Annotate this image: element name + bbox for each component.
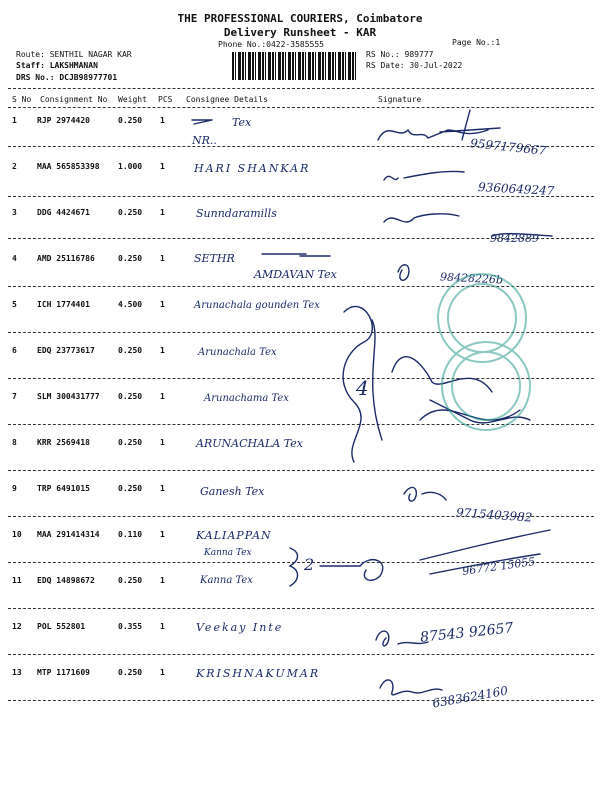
runsheet-title: Delivery Runsheet - KAR bbox=[223, 26, 377, 39]
row-7-pcs: 1 bbox=[160, 392, 165, 401]
row-4-pcs: 1 bbox=[160, 254, 165, 263]
row-7-consignment: SLM 300431777 bbox=[37, 392, 100, 401]
col-consignment: Consignment No bbox=[40, 95, 108, 104]
row-5-consignment: ICH 1774401 bbox=[37, 300, 90, 309]
row-2-consignment: MAA 565853398 bbox=[37, 162, 100, 171]
row-4-signature-phone: 98428226b bbox=[439, 270, 504, 287]
signature-4 bbox=[398, 265, 409, 281]
row-7-sno: 7 bbox=[12, 392, 17, 401]
row-1-sno: 1 bbox=[12, 116, 17, 125]
row-11-signature-phone: 96772 15055 bbox=[461, 554, 537, 579]
row-8-consignee: ARUNACHALA Tex bbox=[196, 437, 303, 450]
row-3-weight: 0.250 bbox=[118, 208, 143, 217]
col-signature: Signature bbox=[378, 95, 422, 104]
row-13-signature-phone: 6383624160 bbox=[431, 683, 509, 711]
row-3-signature-phone: 9842889 bbox=[490, 232, 539, 245]
row-10-consignee-line2: Kanna Tex bbox=[204, 548, 252, 558]
row-13-consignment: MTP 1171609 bbox=[37, 668, 90, 677]
row-8-consignment: KRR 2569418 bbox=[37, 438, 90, 447]
row-4-weight: 0.250 bbox=[118, 254, 143, 263]
rs-number: RS No.: 989777 bbox=[366, 50, 434, 59]
row-10-sno: 10 bbox=[12, 530, 22, 539]
row-11-sno: 11 bbox=[12, 576, 22, 585]
row-9-consignment: TRP 6491015 bbox=[37, 484, 90, 493]
row-13-sno: 13 bbox=[12, 668, 22, 677]
row-6-weight: 0.250 bbox=[118, 346, 143, 355]
row-3-consignment: DDG 4424671 bbox=[37, 208, 90, 217]
row-6-sno: 6 bbox=[12, 346, 17, 355]
row-5-pcs: 1 bbox=[160, 300, 165, 309]
row-9-signature-phone: 9715403982 bbox=[455, 505, 533, 525]
signature-10 bbox=[320, 560, 383, 581]
row-4-consignee: SETHR bbox=[194, 252, 235, 265]
row-13-weight: 0.250 bbox=[118, 668, 143, 677]
drs-number: DRS No.: DCJB98977701 bbox=[16, 73, 118, 82]
col-consignee: Consignee Details bbox=[186, 95, 268, 104]
row-12-weight: 0.355 bbox=[118, 622, 143, 631]
col-sno: S No bbox=[12, 95, 32, 104]
row-7-consignee: Arunachama Tex bbox=[204, 393, 289, 404]
row-1-weight: 0.250 bbox=[118, 116, 143, 125]
row-2-sno: 2 bbox=[12, 162, 17, 171]
col-pcs: PCS bbox=[158, 95, 173, 104]
row-10-consignee: KALIAPPAN bbox=[196, 529, 272, 542]
row-2-pcs: 1 bbox=[160, 162, 165, 171]
row-8-weight: 0.250 bbox=[118, 438, 143, 447]
bracket-note-4: 4 bbox=[356, 376, 369, 400]
signature-12 bbox=[376, 631, 428, 646]
row-12-pcs: 1 bbox=[160, 622, 165, 631]
row-5-weight: 4.500 bbox=[118, 300, 143, 309]
phone-number: Phone No.:0422-3585555 bbox=[218, 40, 324, 49]
company-title: THE PROFESSIONAL COURIERS, Coimbatore bbox=[177, 12, 423, 25]
row-6-consignee: Arunachala Tex bbox=[198, 347, 277, 358]
row-9-weight: 0.250 bbox=[118, 484, 143, 493]
signature-3 bbox=[384, 214, 552, 236]
signature-6 bbox=[392, 357, 520, 420]
signature-1 bbox=[378, 110, 500, 140]
row-4-consignment: AMD 25116786 bbox=[37, 254, 95, 263]
stamp-circle bbox=[442, 342, 530, 430]
row-12-consignee: Veekay Inte bbox=[196, 621, 284, 634]
col-weight: Weight bbox=[118, 95, 147, 104]
row-3-pcs: 1 bbox=[160, 208, 165, 217]
row-7-weight: 0.250 bbox=[118, 392, 143, 401]
row-1-consignment: RJP 2974420 bbox=[37, 116, 90, 125]
row-2-weight: 1.000 bbox=[118, 162, 143, 171]
signature-11 bbox=[420, 530, 550, 574]
row-8-sno: 8 bbox=[12, 438, 17, 447]
row-9-sno: 9 bbox=[12, 484, 17, 493]
row-10-consignment: MAA 291414314 bbox=[37, 530, 100, 539]
row-2-consignee: HARI SHANKAR bbox=[194, 162, 311, 175]
row-1-signature-phone: 9597179667 bbox=[469, 136, 547, 158]
row-6-consignment: EDQ 23773617 bbox=[37, 346, 95, 355]
row-11-consignment: EDQ 14898672 bbox=[37, 576, 95, 585]
rs-date: RS Date: 30-Jul-2022 bbox=[366, 61, 463, 70]
signature-13 bbox=[380, 680, 442, 695]
row-13-pcs: 1 bbox=[160, 668, 165, 677]
row-1-consignee: Tex bbox=[232, 116, 252, 129]
row-5-consignee: Arunachala gounden Tex bbox=[194, 300, 320, 311]
route-label: Route: SENTHIL NAGAR KAR bbox=[16, 50, 132, 59]
row-5-sno: 5 bbox=[12, 300, 17, 309]
row-12-consignment: POL 552801 bbox=[37, 622, 86, 631]
row-1-consignee-line2: NR.. bbox=[192, 134, 217, 147]
row-9-consignee: Ganesh Tex bbox=[200, 485, 265, 498]
row-10-pcs: 1 bbox=[160, 530, 165, 539]
row-11-consignee: Kanna Tex bbox=[200, 575, 253, 586]
signature-9 bbox=[404, 487, 446, 501]
row-3-consignee: Sunndaramills bbox=[196, 207, 277, 220]
row-3-sno: 3 bbox=[12, 208, 17, 217]
staff-label: Staff: LAKSHMANAN bbox=[16, 61, 98, 70]
stamp-circle bbox=[438, 274, 526, 362]
signature-2 bbox=[384, 171, 464, 180]
row-9-pcs: 1 bbox=[160, 484, 165, 493]
bracket-note-2: 2 bbox=[304, 555, 315, 574]
row-10-weight: 0.110 bbox=[118, 530, 143, 539]
row-11-pcs: 1 bbox=[160, 576, 165, 585]
row-12-signature-phone: 87543 92657 bbox=[419, 620, 515, 646]
row-4-sno: 4 bbox=[12, 254, 17, 263]
strike-mark bbox=[192, 120, 212, 124]
row-6-pcs: 1 bbox=[160, 346, 165, 355]
row-13-consignee: KRISHNAKUMAR bbox=[196, 667, 321, 680]
row-8-pcs: 1 bbox=[160, 438, 165, 447]
bracket-mark bbox=[290, 548, 298, 586]
strike-mark bbox=[262, 254, 330, 256]
row-4-consignee-line2: AMDAVAN Tex bbox=[254, 268, 337, 281]
page-number: Page No.:1 bbox=[452, 38, 501, 47]
row-12-sno: 12 bbox=[12, 622, 22, 631]
row-2-signature-phone: 9360649247 bbox=[477, 180, 555, 198]
row-1-pcs: 1 bbox=[160, 116, 165, 125]
row-11-weight: 0.250 bbox=[118, 576, 143, 585]
